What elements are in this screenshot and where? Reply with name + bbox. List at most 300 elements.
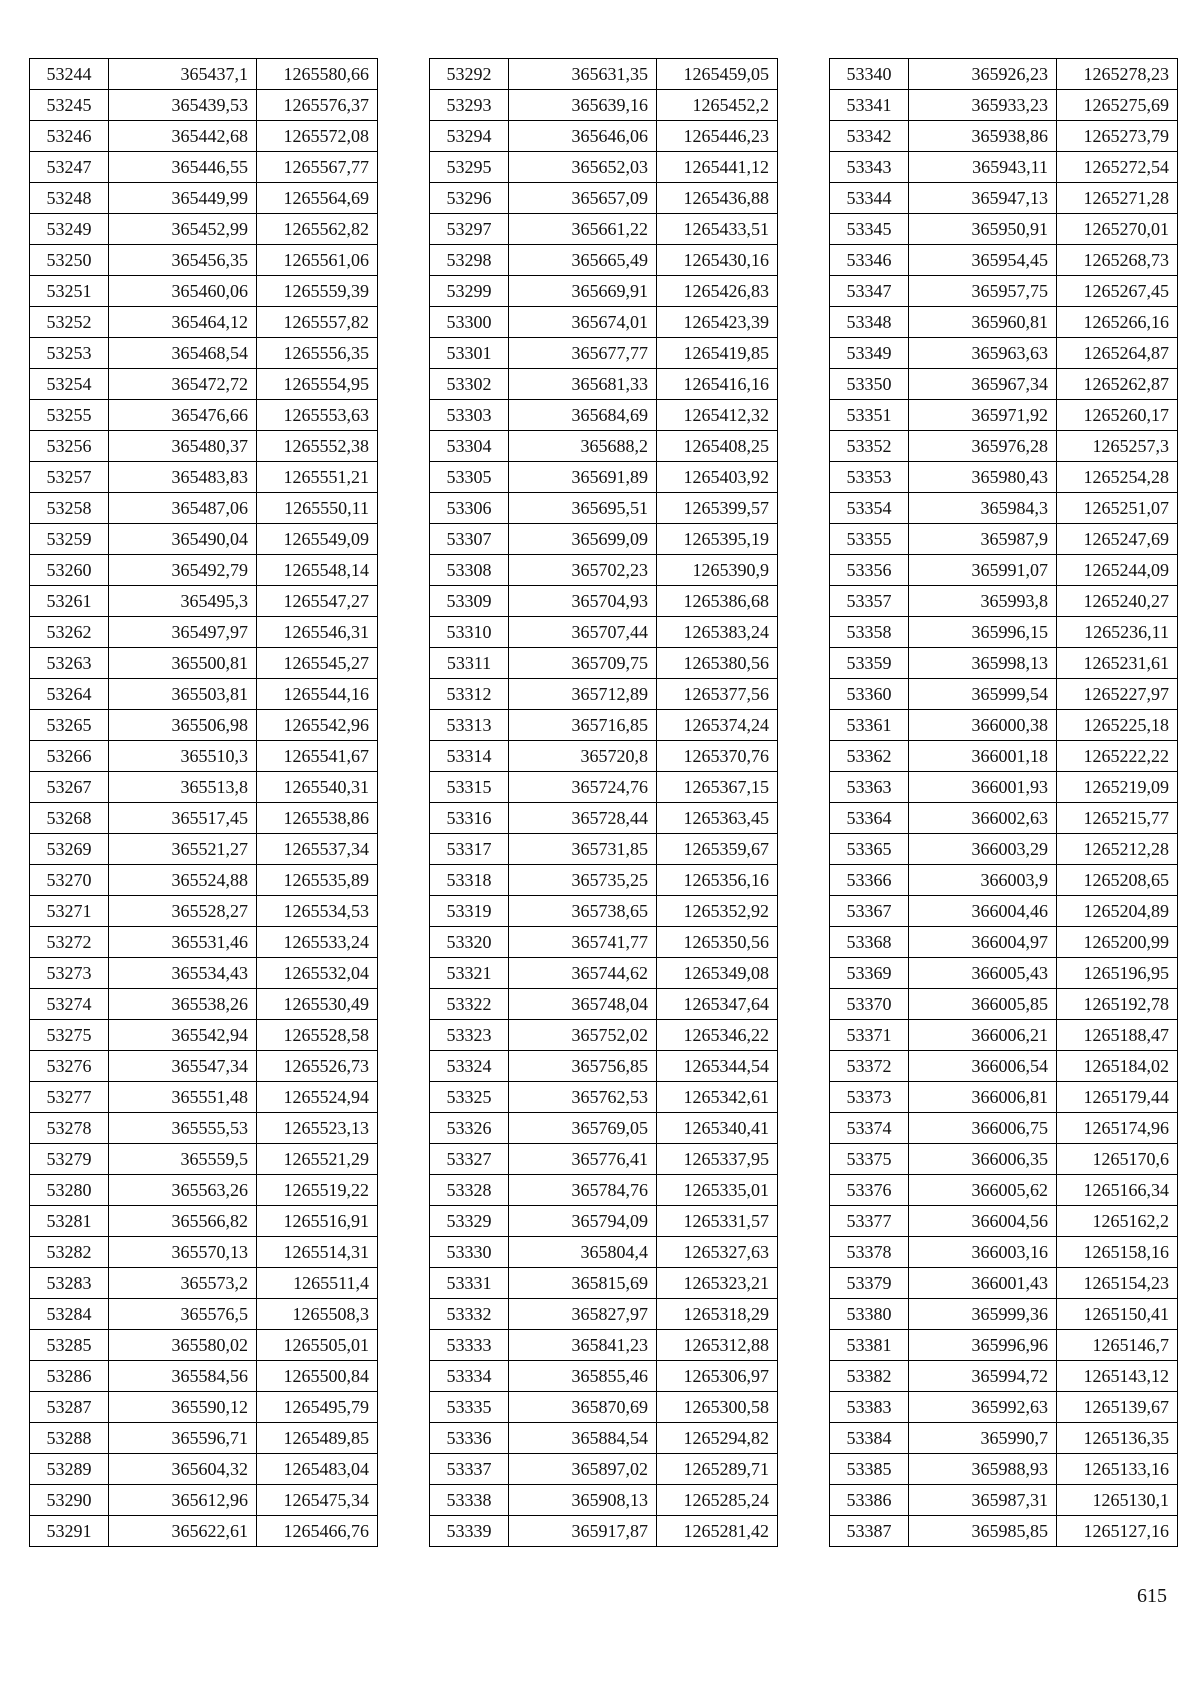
x-coordinate-cell: 365521,27	[109, 834, 257, 865]
y-coordinate-cell: 1265412,32	[657, 400, 778, 431]
point-number-cell: 53339	[430, 1516, 509, 1547]
y-coordinate-cell: 1265350,56	[657, 927, 778, 958]
x-coordinate-cell: 365984,3	[909, 493, 1057, 524]
x-coordinate-cell: 366005,85	[909, 989, 1057, 1020]
x-coordinate-cell: 365712,89	[509, 679, 657, 710]
point-number-cell: 53343	[830, 152, 909, 183]
table-row	[30, 1144, 378, 1175]
point-number-cell: 53287	[30, 1392, 109, 1423]
y-coordinate-cell: 1265158,16	[1057, 1237, 1178, 1268]
y-coordinate-cell: 1265346,22	[657, 1020, 778, 1051]
point-number-cell: 53369	[830, 958, 909, 989]
point-number-cell: 53354	[830, 493, 909, 524]
x-coordinate-cell: 365452,99	[109, 214, 257, 245]
x-coordinate-cell: 365804,4	[509, 1237, 657, 1268]
x-coordinate-cell: 365497,97	[109, 617, 257, 648]
y-coordinate-cell: 1265552,38	[257, 431, 378, 462]
table-row	[30, 245, 378, 276]
table-row	[830, 1361, 1178, 1392]
point-number-cell: 53320	[430, 927, 509, 958]
x-coordinate-cell: 365897,02	[509, 1454, 657, 1485]
point-number-cell: 53381	[830, 1330, 909, 1361]
table-row	[830, 152, 1178, 183]
x-coordinate-cell: 365631,35	[509, 59, 657, 90]
x-coordinate-cell: 365917,87	[509, 1516, 657, 1547]
x-coordinate-cell: 365576,5	[109, 1299, 257, 1330]
y-coordinate-cell: 1265347,64	[657, 989, 778, 1020]
point-number-cell: 53251	[30, 276, 109, 307]
point-number-cell: 53317	[430, 834, 509, 865]
table-row	[30, 989, 378, 1020]
table-row	[30, 927, 378, 958]
y-coordinate-cell: 1265562,82	[257, 214, 378, 245]
point-number-cell: 53375	[830, 1144, 909, 1175]
point-number-cell: 53253	[30, 338, 109, 369]
table-row	[430, 462, 778, 493]
x-coordinate-cell: 365784,76	[509, 1175, 657, 1206]
table-row	[430, 865, 778, 896]
point-number-cell: 53315	[430, 772, 509, 803]
y-coordinate-cell: 1265260,17	[1057, 400, 1178, 431]
y-coordinate-cell: 1265335,01	[657, 1175, 778, 1206]
table-row	[830, 958, 1178, 989]
x-coordinate-cell: 365480,37	[109, 431, 257, 462]
x-coordinate-cell: 365547,34	[109, 1051, 257, 1082]
x-coordinate-cell: 366004,46	[909, 896, 1057, 927]
x-coordinate-cell: 365987,9	[909, 524, 1057, 555]
x-coordinate-cell: 365604,32	[109, 1454, 257, 1485]
x-coordinate-cell: 365976,28	[909, 431, 1057, 462]
point-number-cell: 53246	[30, 121, 109, 152]
point-number-cell: 53355	[830, 524, 909, 555]
table-row	[30, 1454, 378, 1485]
y-coordinate-cell: 1265231,61	[1057, 648, 1178, 679]
x-coordinate-cell: 365538,26	[109, 989, 257, 1020]
point-number-cell: 53367	[830, 896, 909, 927]
y-coordinate-cell: 1265359,67	[657, 834, 778, 865]
y-coordinate-cell: 1265278,23	[1057, 59, 1178, 90]
x-coordinate-cell: 365464,12	[109, 307, 257, 338]
table-row	[830, 1392, 1178, 1423]
y-coordinate-cell: 1265146,7	[1057, 1330, 1178, 1361]
point-number-cell: 53331	[430, 1268, 509, 1299]
table-row	[830, 1082, 1178, 1113]
x-coordinate-cell: 365596,71	[109, 1423, 257, 1454]
y-coordinate-cell: 1265523,13	[257, 1113, 378, 1144]
table-row	[830, 865, 1178, 896]
x-coordinate-cell: 365957,75	[909, 276, 1057, 307]
table-row	[30, 1485, 378, 1516]
table-row	[430, 617, 778, 648]
y-coordinate-cell: 1265192,78	[1057, 989, 1178, 1020]
table-row	[30, 462, 378, 493]
point-number-cell: 53324	[430, 1051, 509, 1082]
point-number-cell: 53363	[830, 772, 909, 803]
y-coordinate-cell: 1265215,77	[1057, 803, 1178, 834]
point-number-cell: 53350	[830, 369, 909, 400]
table-row	[30, 1361, 378, 1392]
y-coordinate-cell: 1265466,76	[257, 1516, 378, 1547]
y-coordinate-cell: 1265356,16	[657, 865, 778, 896]
point-number-cell: 53249	[30, 214, 109, 245]
x-coordinate-cell: 365954,45	[909, 245, 1057, 276]
x-coordinate-cell: 365573,2	[109, 1268, 257, 1299]
table-row	[430, 679, 778, 710]
y-coordinate-cell: 1265399,57	[657, 493, 778, 524]
y-coordinate-cell: 1265576,37	[257, 90, 378, 121]
point-number-cell: 53383	[830, 1392, 909, 1423]
point-number-cell: 53323	[430, 1020, 509, 1051]
table-row	[430, 803, 778, 834]
x-coordinate-cell: 365684,69	[509, 400, 657, 431]
x-coordinate-cell: 365967,34	[909, 369, 1057, 400]
x-coordinate-cell: 366005,43	[909, 958, 1057, 989]
point-number-cell: 53245	[30, 90, 109, 121]
y-coordinate-cell: 1265567,77	[257, 152, 378, 183]
x-coordinate-cell: 365551,48	[109, 1082, 257, 1113]
y-coordinate-cell: 1265426,83	[657, 276, 778, 307]
table-row	[830, 1113, 1178, 1144]
y-coordinate-cell: 1265264,87	[1057, 338, 1178, 369]
table-row	[30, 648, 378, 679]
y-coordinate-cell: 1265547,27	[257, 586, 378, 617]
point-number-cell: 53307	[430, 524, 509, 555]
y-coordinate-cell: 1265514,31	[257, 1237, 378, 1268]
y-coordinate-cell: 1265367,15	[657, 772, 778, 803]
table-row	[830, 772, 1178, 803]
x-coordinate-cell: 365657,09	[509, 183, 657, 214]
y-coordinate-cell: 1265312,88	[657, 1330, 778, 1361]
table-row	[430, 369, 778, 400]
table-row	[830, 1516, 1178, 1547]
x-coordinate-cell: 365702,23	[509, 555, 657, 586]
point-number-cell: 53303	[430, 400, 509, 431]
x-coordinate-cell: 366006,81	[909, 1082, 1057, 1113]
y-coordinate-cell: 1265154,23	[1057, 1268, 1178, 1299]
table-row	[830, 1268, 1178, 1299]
y-coordinate-cell: 1265162,2	[1057, 1206, 1178, 1237]
point-number-cell: 53330	[430, 1237, 509, 1268]
point-number-cell: 53318	[430, 865, 509, 896]
point-number-cell: 53295	[430, 152, 509, 183]
y-coordinate-cell: 1265459,05	[657, 59, 778, 90]
x-coordinate-cell: 365487,06	[109, 493, 257, 524]
table-row	[430, 1113, 778, 1144]
x-coordinate-cell: 365612,96	[109, 1485, 257, 1516]
y-coordinate-cell: 1265130,1	[1057, 1485, 1178, 1516]
x-coordinate-cell: 365744,62	[509, 958, 657, 989]
table-row	[30, 1206, 378, 1237]
table-row	[830, 1330, 1178, 1361]
y-coordinate-cell: 1265524,94	[257, 1082, 378, 1113]
table-row	[430, 1082, 778, 1113]
y-coordinate-cell: 1265452,2	[657, 90, 778, 121]
table-row	[830, 524, 1178, 555]
y-coordinate-cell: 1265475,34	[257, 1485, 378, 1516]
page-number: 615	[1137, 1585, 1167, 1607]
x-coordinate-cell: 365652,03	[509, 152, 657, 183]
x-coordinate-cell: 365476,66	[109, 400, 257, 431]
y-coordinate-cell: 1265136,35	[1057, 1423, 1178, 1454]
point-number-cell: 53341	[830, 90, 909, 121]
table-row	[30, 896, 378, 927]
table-row	[30, 1516, 378, 1547]
point-number-cell: 53364	[830, 803, 909, 834]
table-row	[30, 276, 378, 307]
point-number-cell: 53252	[30, 307, 109, 338]
table-row	[430, 524, 778, 555]
table-row	[830, 710, 1178, 741]
x-coordinate-cell: 365994,72	[909, 1361, 1057, 1392]
coordinates-table-2	[429, 58, 778, 1547]
table-row	[430, 245, 778, 276]
table-row	[30, 1051, 378, 1082]
point-number-cell: 53306	[430, 493, 509, 524]
y-coordinate-cell: 1265564,69	[257, 183, 378, 214]
point-number-cell: 53337	[430, 1454, 509, 1485]
point-number-cell: 53387	[830, 1516, 909, 1547]
y-coordinate-cell: 1265530,49	[257, 989, 378, 1020]
point-number-cell: 53284	[30, 1299, 109, 1330]
y-coordinate-cell: 1265557,82	[257, 307, 378, 338]
point-number-cell: 53256	[30, 431, 109, 462]
point-number-cell: 53268	[30, 803, 109, 834]
y-coordinate-cell: 1265275,69	[1057, 90, 1178, 121]
table-row	[430, 276, 778, 307]
point-number-cell: 53344	[830, 183, 909, 214]
point-number-cell: 53322	[430, 989, 509, 1020]
y-coordinate-cell: 1265318,29	[657, 1299, 778, 1330]
x-coordinate-cell: 365449,99	[109, 183, 257, 214]
point-number-cell: 53261	[30, 586, 109, 617]
table-row	[30, 400, 378, 431]
y-coordinate-cell: 1265174,96	[1057, 1113, 1178, 1144]
point-number-cell: 53379	[830, 1268, 909, 1299]
x-coordinate-cell: 365720,8	[509, 741, 657, 772]
x-coordinate-cell: 365943,11	[909, 152, 1057, 183]
x-coordinate-cell: 366004,97	[909, 927, 1057, 958]
y-coordinate-cell: 1265272,54	[1057, 152, 1178, 183]
point-number-cell: 53325	[430, 1082, 509, 1113]
table-row	[430, 1485, 778, 1516]
x-coordinate-cell: 365456,35	[109, 245, 257, 276]
y-coordinate-cell: 1265227,97	[1057, 679, 1178, 710]
y-coordinate-cell: 1265533,24	[257, 927, 378, 958]
x-coordinate-cell: 365926,23	[909, 59, 1057, 90]
point-number-cell: 53277	[30, 1082, 109, 1113]
table-row	[30, 1392, 378, 1423]
y-coordinate-cell: 1265423,39	[657, 307, 778, 338]
x-coordinate-cell: 365513,8	[109, 772, 257, 803]
table-row	[430, 1361, 778, 1392]
y-coordinate-cell: 1265306,97	[657, 1361, 778, 1392]
x-coordinate-cell: 366006,54	[909, 1051, 1057, 1082]
table-row	[830, 307, 1178, 338]
point-number-cell: 53259	[30, 524, 109, 555]
y-coordinate-cell: 1265236,11	[1057, 617, 1178, 648]
y-coordinate-cell: 1265200,99	[1057, 927, 1178, 958]
x-coordinate-cell: 365524,88	[109, 865, 257, 896]
point-number-cell: 53262	[30, 617, 109, 648]
coordinates-table-1	[29, 58, 378, 1547]
point-number-cell: 53377	[830, 1206, 909, 1237]
table-row	[30, 1237, 378, 1268]
x-coordinate-cell: 365950,91	[909, 214, 1057, 245]
point-number-cell: 53282	[30, 1237, 109, 1268]
x-coordinate-cell: 365707,44	[509, 617, 657, 648]
point-number-cell: 53302	[430, 369, 509, 400]
x-coordinate-cell: 365495,3	[109, 586, 257, 617]
table-row	[830, 493, 1178, 524]
y-coordinate-cell: 1265548,14	[257, 555, 378, 586]
y-coordinate-cell: 1265580,66	[257, 59, 378, 90]
table-row	[30, 710, 378, 741]
point-number-cell: 53361	[830, 710, 909, 741]
y-coordinate-cell: 1265403,92	[657, 462, 778, 493]
point-number-cell: 53332	[430, 1299, 509, 1330]
table-row	[30, 214, 378, 245]
table-row	[430, 431, 778, 462]
x-coordinate-cell: 365971,92	[909, 400, 1057, 431]
y-coordinate-cell: 1265511,4	[257, 1268, 378, 1299]
point-number-cell: 53250	[30, 245, 109, 276]
table-row	[830, 1051, 1178, 1082]
y-coordinate-cell: 1265419,85	[657, 338, 778, 369]
x-coordinate-cell: 365437,1	[109, 59, 257, 90]
table-row	[430, 772, 778, 803]
x-coordinate-cell: 365985,85	[909, 1516, 1057, 1547]
x-coordinate-cell: 365996,15	[909, 617, 1057, 648]
point-number-cell: 53353	[830, 462, 909, 493]
point-number-cell: 53314	[430, 741, 509, 772]
table-row	[830, 803, 1178, 834]
y-coordinate-cell: 1265489,85	[257, 1423, 378, 1454]
y-coordinate-cell: 1265541,67	[257, 741, 378, 772]
point-number-cell: 53356	[830, 555, 909, 586]
y-coordinate-cell: 1265127,16	[1057, 1516, 1178, 1547]
y-coordinate-cell: 1265534,53	[257, 896, 378, 927]
y-coordinate-cell: 1265352,92	[657, 896, 778, 927]
x-coordinate-cell: 365815,69	[509, 1268, 657, 1299]
point-number-cell: 53312	[430, 679, 509, 710]
x-coordinate-cell: 365748,04	[509, 989, 657, 1020]
y-coordinate-cell: 1265289,71	[657, 1454, 778, 1485]
point-number-cell: 53279	[30, 1144, 109, 1175]
x-coordinate-cell: 365855,46	[509, 1361, 657, 1392]
table-row	[430, 121, 778, 152]
table-row	[30, 834, 378, 865]
table-row	[830, 1299, 1178, 1330]
point-number-cell: 53294	[430, 121, 509, 152]
point-number-cell: 53338	[430, 1485, 509, 1516]
table-row	[430, 1175, 778, 1206]
x-coordinate-cell: 365646,06	[509, 121, 657, 152]
point-number-cell: 53271	[30, 896, 109, 927]
y-coordinate-cell: 1265383,24	[657, 617, 778, 648]
y-coordinate-cell: 1265184,02	[1057, 1051, 1178, 1082]
y-coordinate-cell: 1265267,45	[1057, 276, 1178, 307]
y-coordinate-cell: 1265251,07	[1057, 493, 1178, 524]
y-coordinate-cell: 1265219,09	[1057, 772, 1178, 803]
x-coordinate-cell: 365510,3	[109, 741, 257, 772]
table-row	[430, 710, 778, 741]
table-row	[30, 1330, 378, 1361]
table-row	[430, 400, 778, 431]
point-number-cell: 53254	[30, 369, 109, 400]
table-row	[830, 1237, 1178, 1268]
point-number-cell: 53311	[430, 648, 509, 679]
table-row	[830, 989, 1178, 1020]
y-coordinate-cell: 1265386,68	[657, 586, 778, 617]
x-coordinate-cell: 365998,13	[909, 648, 1057, 679]
point-number-cell: 53296	[430, 183, 509, 214]
table-row	[430, 586, 778, 617]
x-coordinate-cell: 365991,07	[909, 555, 1057, 586]
table-row	[830, 834, 1178, 865]
point-number-cell: 53385	[830, 1454, 909, 1485]
y-coordinate-cell: 1265526,73	[257, 1051, 378, 1082]
table-row	[30, 865, 378, 896]
table-row	[430, 555, 778, 586]
point-number-cell: 53373	[830, 1082, 909, 1113]
x-coordinate-cell: 365517,45	[109, 803, 257, 834]
point-number-cell: 53380	[830, 1299, 909, 1330]
point-number-cell: 53247	[30, 152, 109, 183]
table-row	[30, 369, 378, 400]
y-coordinate-cell: 1265285,24	[657, 1485, 778, 1516]
x-coordinate-cell: 365752,02	[509, 1020, 657, 1051]
y-coordinate-cell: 1265340,41	[657, 1113, 778, 1144]
x-coordinate-cell: 365528,27	[109, 896, 257, 927]
point-number-cell: 53378	[830, 1237, 909, 1268]
y-coordinate-cell: 1265150,41	[1057, 1299, 1178, 1330]
table-row	[30, 152, 378, 183]
x-coordinate-cell: 365735,25	[509, 865, 657, 896]
x-coordinate-cell: 365938,86	[909, 121, 1057, 152]
x-coordinate-cell: 365980,43	[909, 462, 1057, 493]
x-coordinate-cell: 365446,55	[109, 152, 257, 183]
point-number-cell: 53346	[830, 245, 909, 276]
point-number-cell: 53360	[830, 679, 909, 710]
y-coordinate-cell: 1265500,84	[257, 1361, 378, 1392]
x-coordinate-cell: 365724,76	[509, 772, 657, 803]
y-coordinate-cell: 1265433,51	[657, 214, 778, 245]
x-coordinate-cell: 366005,62	[909, 1175, 1057, 1206]
x-coordinate-cell: 365699,09	[509, 524, 657, 555]
point-number-cell: 53357	[830, 586, 909, 617]
coordinates-table-3	[829, 58, 1178, 1547]
point-number-cell: 53340	[830, 59, 909, 90]
y-coordinate-cell: 1265559,39	[257, 276, 378, 307]
x-coordinate-cell: 365534,43	[109, 958, 257, 989]
table-row	[830, 183, 1178, 214]
x-coordinate-cell: 366003,16	[909, 1237, 1057, 1268]
y-coordinate-cell: 1265166,34	[1057, 1175, 1178, 1206]
table-row	[430, 1516, 778, 1547]
x-coordinate-cell: 365741,77	[509, 927, 657, 958]
y-coordinate-cell: 1265244,09	[1057, 555, 1178, 586]
point-number-cell: 53281	[30, 1206, 109, 1237]
table-row	[30, 555, 378, 586]
point-number-cell: 53372	[830, 1051, 909, 1082]
point-number-cell: 53257	[30, 462, 109, 493]
x-coordinate-cell: 365580,02	[109, 1330, 257, 1361]
table-row	[430, 1144, 778, 1175]
x-coordinate-cell: 366004,56	[909, 1206, 1057, 1237]
point-number-cell: 53298	[430, 245, 509, 276]
x-coordinate-cell: 366002,63	[909, 803, 1057, 834]
x-coordinate-cell: 365639,16	[509, 90, 657, 121]
